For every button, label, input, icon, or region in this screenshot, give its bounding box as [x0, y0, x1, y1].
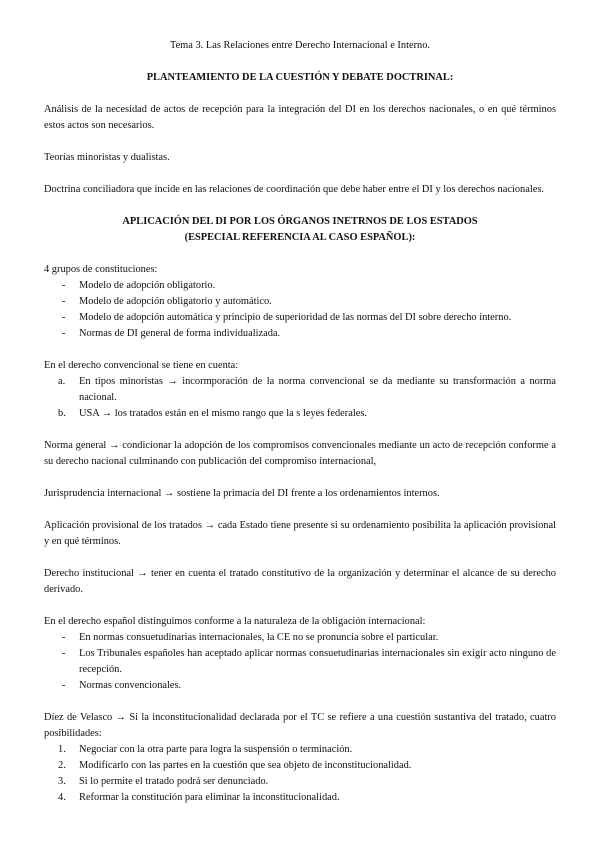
list-item: - Normas convencionales.: [44, 678, 556, 694]
list-item: [44, 406, 556, 422]
list-item-text: USA → los tratados están en el mismo rango que la s leyes federales.: [79, 408, 367, 419]
section-heading-aplicacion-line1: APLICACIÓN DEL DI POR LOS ÓRGANOS INETRNOS DE LOS ESTADOS: [122, 216, 478, 227]
list-marker: 1.: [58, 744, 66, 755]
list-marker: b.: [58, 408, 66, 419]
list-marker: 2.: [58, 760, 66, 771]
section-heading-aplicacion: [44, 214, 556, 246]
document-title: Tema 3. Las Relaciones entre Derecho Internacional e Interno.: [169, 40, 431, 51]
derecho-espanol-block: [44, 614, 556, 694]
list-item: [44, 742, 556, 758]
constituciones-list: [44, 278, 556, 342]
list-item: - Normas de DI general de forma individualizada.: [44, 326, 556, 342]
section-heading-aplicacion-line2: (ESPECIAL REFERENCIA AL CASO ESPAÑOL):: [184, 232, 416, 243]
convencional-lead: En el derecho convencional se tiene en cuenta:: [44, 360, 239, 371]
section-heading-planteamiento: PLANTEAMIENTO DE LA CUESTIÓN Y DEBATE DOCTRINAL:: [146, 72, 454, 83]
derecho-espanol-lead: En el derecho español distinguimos conforme a la naturaleza de la obligación internacional:: [44, 616, 426, 627]
list-item: [44, 774, 556, 790]
list-marker: 3.: [58, 776, 66, 787]
paragraph-doctrina: Doctrina conciliadora que incide en las relaciones de coordinación que debe haber entre el DI y los derechos nacionales.: [44, 184, 544, 195]
paragraph-jurisprudencia: Jurisprudencia internacional → sostiene la primacía del DI frente a los ordenamientos internos.: [44, 488, 440, 499]
list-item-text: Si lo permite el tratado podrá ser denunciado.: [79, 776, 269, 787]
derecho-espanol-list: [44, 630, 556, 694]
list-item: - Modelo de adopción automática y principio de superioridad de las normas del DI sobre derecho interno.: [44, 310, 556, 326]
list-item: [44, 790, 556, 806]
paragraph-analisis: Análisis de la necesidad de actos de recepción para la integración del DI en los derechos nacionales, o en qué términos estos actos son necesarios.: [44, 104, 556, 131]
constituciones-block: [44, 262, 556, 342]
list-marker: 4.: [58, 792, 66, 803]
paragraph-teorias: Teorías minoristas y dualistas.: [44, 152, 170, 163]
list-item: [44, 374, 556, 406]
constituciones-lead: 4 grupos de constituciones:: [44, 264, 158, 275]
velasco-lead: Díez de Velasco → Si la inconstitucionalidad declarada por el TC se refiere a una cuestión sustantiva del tratado, cuatro posibilidades:: [44, 712, 556, 739]
paragraph-derecho-institucional: Derecho institucional → tener en cuenta el tratado constitutivo de la organización y determinar el alcance de su derecho derivado.: [44, 568, 556, 595]
list-item: - Modelo de adopción obligatorio.: [44, 278, 556, 294]
list-item: - Modelo de adopción obligatorio y automático.: [44, 294, 556, 310]
velasco-block: [44, 710, 556, 806]
list-marker: a.: [58, 376, 66, 387]
convencional-list: [44, 374, 556, 422]
paragraph-aplicacion-provisional: Aplicación provisional de los tratados → cada Estado tiene presente si su ordenamiento posibilita la aplicación provisional y en qué términos.: [44, 520, 556, 547]
paragraph-norma-general: Norma general → condicionar la adopción de los compromisos convencionales mediante un acto de recepción conforme a su derecho nacional culminando con publicación del compromiso internacional,: [44, 440, 556, 467]
list-item-text: Negociar con la otra parte para logra la suspensión o terminación.: [79, 744, 353, 755]
list-item: - En normas consuetudinarias internacionales, la CE no se pronuncia sobre el particular.: [44, 630, 556, 646]
velasco-list: [44, 742, 556, 806]
list-item-text: En tipos minoristas → incormporación de la norma convencional se da mediante su transformación a norma nacional.: [79, 376, 556, 403]
list-item: [44, 758, 556, 774]
list-item-text: Reformar la constitución para eliminar la inconstitucionalidad.: [79, 792, 340, 803]
convencional-block: [44, 358, 556, 422]
list-item-text: Modificarlo con las partes en la cuestión que sea objeto de inconstitucionalidad.: [79, 760, 412, 771]
list-item: - Los Tribunales españoles han aceptado aplicar normas consuetudinarias internacionales sin exigir acto ninguno de recepción.: [44, 646, 556, 678]
